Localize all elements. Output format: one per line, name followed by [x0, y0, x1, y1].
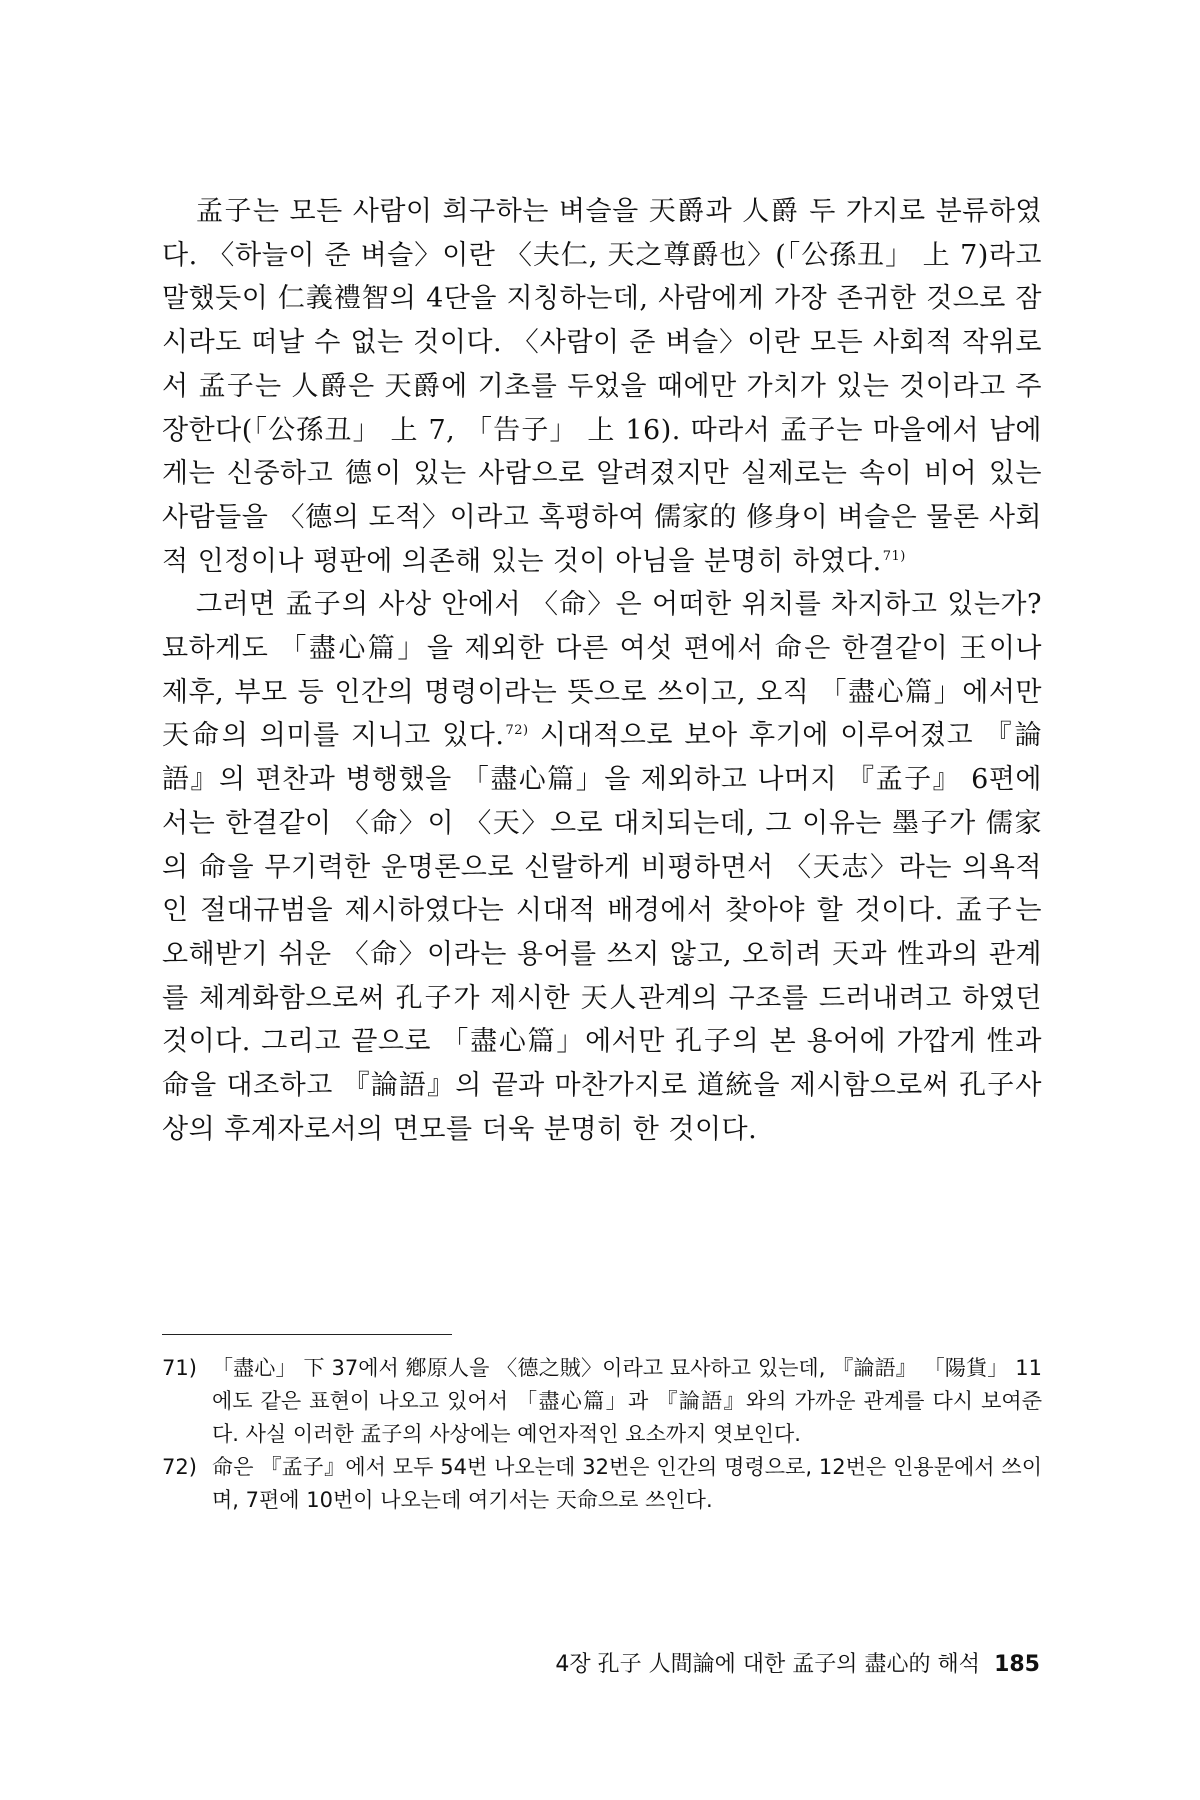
running-footer [460, 1650, 1040, 1680]
footnotes [162, 1352, 1042, 1517]
footnote-number: 72) [162, 1455, 197, 1479]
footnote-ref: 71) [882, 548, 906, 564]
page-number: 185 [994, 1652, 1040, 1677]
footnote-text: 命은 『孟子』에서 모두 54번 나오는데 32번은 인간의 명령으로, 12번은 인용문에서 쓰이며, 7편에 10번이 나오는데 여기서는 天命으로 쓰인다. [212, 1455, 1042, 1512]
footnote-divider [162, 1334, 452, 1335]
paragraph-text: 시대적으로 보아 후기에 이루어졌고 『論語』의 편찬과 병행했을 「盡心篇」을 제외하고 나머지 『孟子』 6편에서는 한결같이 〈命〉이 〈天〉으로 대치되는데, 그 이유는 墨子가 儒家의 命을 무기력한 운명론으로 신랄하게 비평하면서 〈天志〉라는 의욕적인 절대규범을 제시하였다는 시대적 배경에서 찾아야 할 것이다. 孟子는 오해받기 쉬운 〈命〉이라는 용어를 쓰지 않고, 오히려 天과 性과의 관계를 체계화함으로써 孔子가 제시한 天人관계의 구조를 드러내려고 하였던 것이다. 그리고 끝으로 「盡心篇」에서만 孔子의 본 용어에 가깝게 性과 命을 대조하고 『論語』의 끝과 마찬가지로 道統을 제시함으로써 孔子사상의 후계자로서의 면모를 더욱 분명히 한 것이다. [162, 720, 1042, 1145]
paragraph-text: 그러면 孟子의 사상 안에서 〈命〉은 어떠한 위치를 차지하고 있는가? 묘하게도 「盡心篇」을 제외한 다른 여섯 편에서 命은 한결같이 王이나 제후, 부모 등 인간의 명령이라는 뜻으로 쓰이고, 오직 「盡心篇」에서만 天命의 의미를 지니고 있다. [162, 589, 1042, 752]
footnote-ref: 72) [505, 723, 529, 739]
chapter-title: 4장 孔子 人間論에 대한 孟子의 盡心的 해석 [555, 1652, 981, 1677]
footnote-item [162, 1352, 1042, 1451]
footnote-item [162, 1451, 1042, 1517]
paragraph [162, 583, 1042, 1151]
footnote-text: 「盡心」 下 37에서 鄕原人을 〈德之賊〉이라고 묘사하고 있는데, 『論語』 「陽貨」 11에도 같은 표현이 나오고 있어서 「盡心篇」과 『論語』와의 가까운 관계를 다시 보여준다. 사실 이러한 孟子의 사상에는 예언자적인 요소까지 엿보인다. [212, 1356, 1042, 1446]
paragraph [162, 190, 1042, 583]
main-text [162, 190, 1042, 1151]
paragraph-text: 孟子는 모든 사람이 희구하는 벼슬을 天爵과 人爵 두 가지로 분류하였다. 〈하늘이 준 벼슬〉이란 〈夫仁, 天之尊爵也〉(「公孫丑」 上 7)라고 말했듯이 仁義禮智의 4단을 지칭하는데, 사람에게 가장 존귀한 것으로 잠시라도 떠날 수 없는 것이다. 〈사람이 준 벼슬〉이란 모든 사회적 작위로서 孟子는 人爵은 天爵에 기초를 두었을 때에만 가치가 있는 것이라고 주장한다(「公孫丑」 上 7, 「告子」 上 16). 따라서 孟子는 마을에서 남에게는 신중하고 德이 있는 사람으로 알려졌지만 실제로는 속이 비어 있는 사람들을 〈德의 도적〉이라고 혹평하여 儒家的 修身이 벼슬은 물론 사회적 인정이나 평판에 의존해 있는 것이 아님을 분명히 하였다. [162, 196, 1042, 577]
footnote-number: 71) [162, 1356, 197, 1380]
